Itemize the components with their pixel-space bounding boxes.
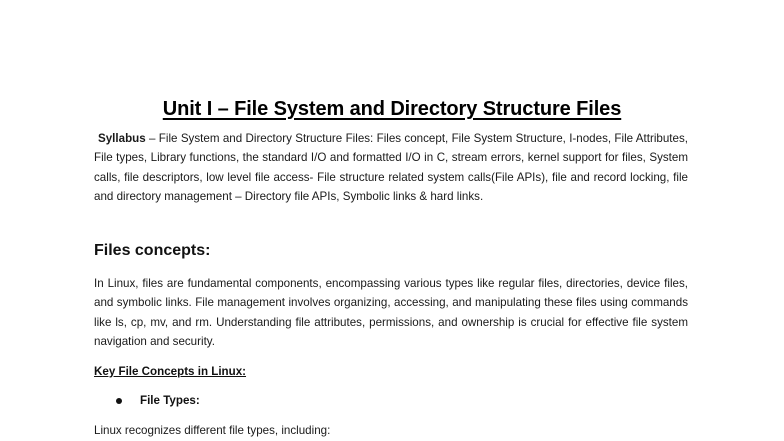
syllabus-paragraph xyxy=(94,129,688,207)
key-concepts-heading: Key File Concepts in Linux: xyxy=(94,365,247,378)
bullet-text: File Types: xyxy=(140,394,200,407)
intro-paragraph: In Linux, files are fundamental components, encompassing various types like regular files, directories, device files, and symbolic links. File management involves organizing, accessing, and manipulating these files using commands like ls, cp, mv, and rm. Understanding file attributes, permissions, and ownership is crucial for effective file system navigation and security. xyxy=(94,277,688,349)
bullet-dot-icon xyxy=(116,398,122,404)
document-title: Unit I – File System and Directory Structure Files xyxy=(162,98,622,120)
syllabus-label: Syllabus xyxy=(98,132,146,145)
syllabus-text: – File System and Directory Structure Files: Files concept, File System Structure, I-nodes, File Attributes, File types, Library functions, the standard I/O and formatted I/O in C, stream errors, kernel support for files, System calls, file descriptors, low level file access- File structure related system calls(File APIs), file and record locking, file and directory management – Directory file APIs, Symbolic links & hard links. xyxy=(94,132,688,204)
bullet-item xyxy=(116,394,200,407)
trailing-text: Linux recognizes different file types, including: xyxy=(94,424,331,437)
section-heading: Files concepts: xyxy=(94,242,211,259)
